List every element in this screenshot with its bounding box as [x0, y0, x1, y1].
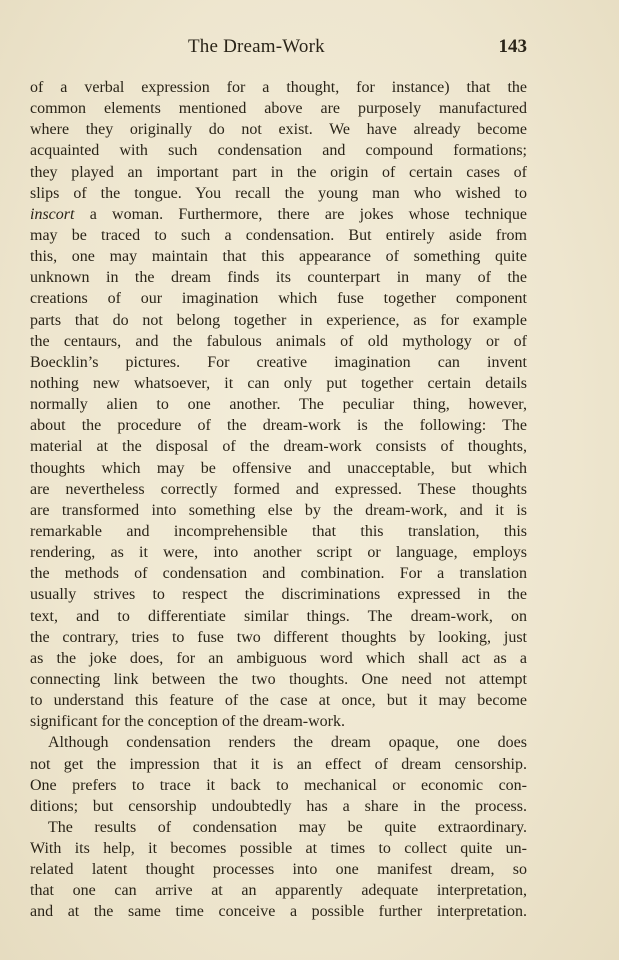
text-line: are nevertheless correctly formed and expressed. These thoughts — [30, 480, 527, 498]
text-line: remarkable and incomprehensible that this translation, this — [30, 522, 527, 540]
text-line: and at the same time conceive a possible further interpretation. — [30, 903, 527, 921]
text-line: significant for the conception of the dream-work. — [30, 713, 345, 731]
text-line: normally alien to one another. The peculiar thing, however, — [30, 396, 527, 414]
text-line: rendering, as it were, into another script or language, employs — [30, 544, 527, 562]
text-line: thoughts which may be offensive and unacceptable, but which — [30, 459, 527, 477]
text-line: not get the impression that it is an effect of dream censorship. — [30, 755, 527, 773]
text-line: the centaurs, and the fabulous animals of old mythology or of — [30, 332, 527, 350]
text-line: the methods of condensation and combination. For a translation — [30, 565, 527, 583]
page-number: 143 — [498, 36, 527, 57]
text-line: about the procedure of the dream-work is the following: The — [30, 417, 527, 435]
text-line: may be traced to such a condensation. But entirely aside from — [30, 226, 527, 244]
text-line: With its help, it becomes possible at times to collect quite un- — [30, 840, 527, 858]
text-line: Boecklin’s pictures. For creative imagination can invent — [30, 353, 527, 371]
text-line: of a verbal expression for a thought, for instance) that the — [30, 79, 527, 96]
text-line-rest: a woman. Furthermore, there are jokes whose technique — [74, 205, 527, 223]
text-line: ditions; but censorship undoubtedly has a share in the process. — [30, 797, 527, 815]
text-line: as the joke does, for an ambiguous word which shall act as a — [30, 649, 527, 667]
text-line: material at the disposal of the dream-work consists of thoughts, — [30, 438, 527, 456]
text-line: related latent thought processes into one manifest dream, so — [30, 861, 527, 879]
text-line: creations of our imagination which fuse together component — [30, 290, 527, 308]
text-line: acquainted with such condensation and compound formations; — [30, 142, 527, 160]
text-line: parts that do not belong together in experience, as for example — [30, 311, 527, 329]
body-text — [30, 77, 527, 923]
text-line: nothing new whatsoever, it can only put together certain details — [30, 374, 527, 392]
text-line: One prefers to trace it back to mechanical or economic con- — [30, 776, 527, 794]
text-line: where they originally do not exist. We have already become — [30, 121, 527, 139]
italic-word: inscort — [30, 205, 75, 223]
text-line — [30, 204, 527, 225]
text-line: they played an important part in the origin of certain cases of — [30, 163, 527, 181]
text-line: text, and to differentiate similar things. The dream-work, on — [30, 607, 527, 625]
text-line: The results of condensation may be quite extraordinary. — [48, 818, 527, 836]
text-line: Although condensation renders the dream opaque, one does — [48, 734, 527, 752]
text-line: usually strives to respect the discriminations expressed in the — [30, 586, 527, 604]
text-line: common elements mentioned above are purposely manufactured — [30, 100, 527, 118]
text-line: to understand this feature of the case at once, but it may become — [30, 692, 527, 710]
text-line: are transformed into something else by the dream-work, and it is — [30, 501, 527, 519]
text-line: that one can arrive at an apparently adequate interpretation, — [30, 882, 527, 900]
running-head: The Dream-Work — [188, 36, 325, 57]
text-line: slips of the tongue. You recall the young man who wished to — [30, 184, 527, 202]
text-line: this, one may maintain that this appearance of something quite — [30, 248, 527, 266]
text-line: unknown in the dream finds its counterpart in many of the — [30, 269, 527, 287]
text-line: connecting link between the two thoughts. One need not attempt — [30, 670, 527, 688]
text-line: the contrary, tries to fuse two different thoughts by looking, just — [30, 628, 527, 646]
